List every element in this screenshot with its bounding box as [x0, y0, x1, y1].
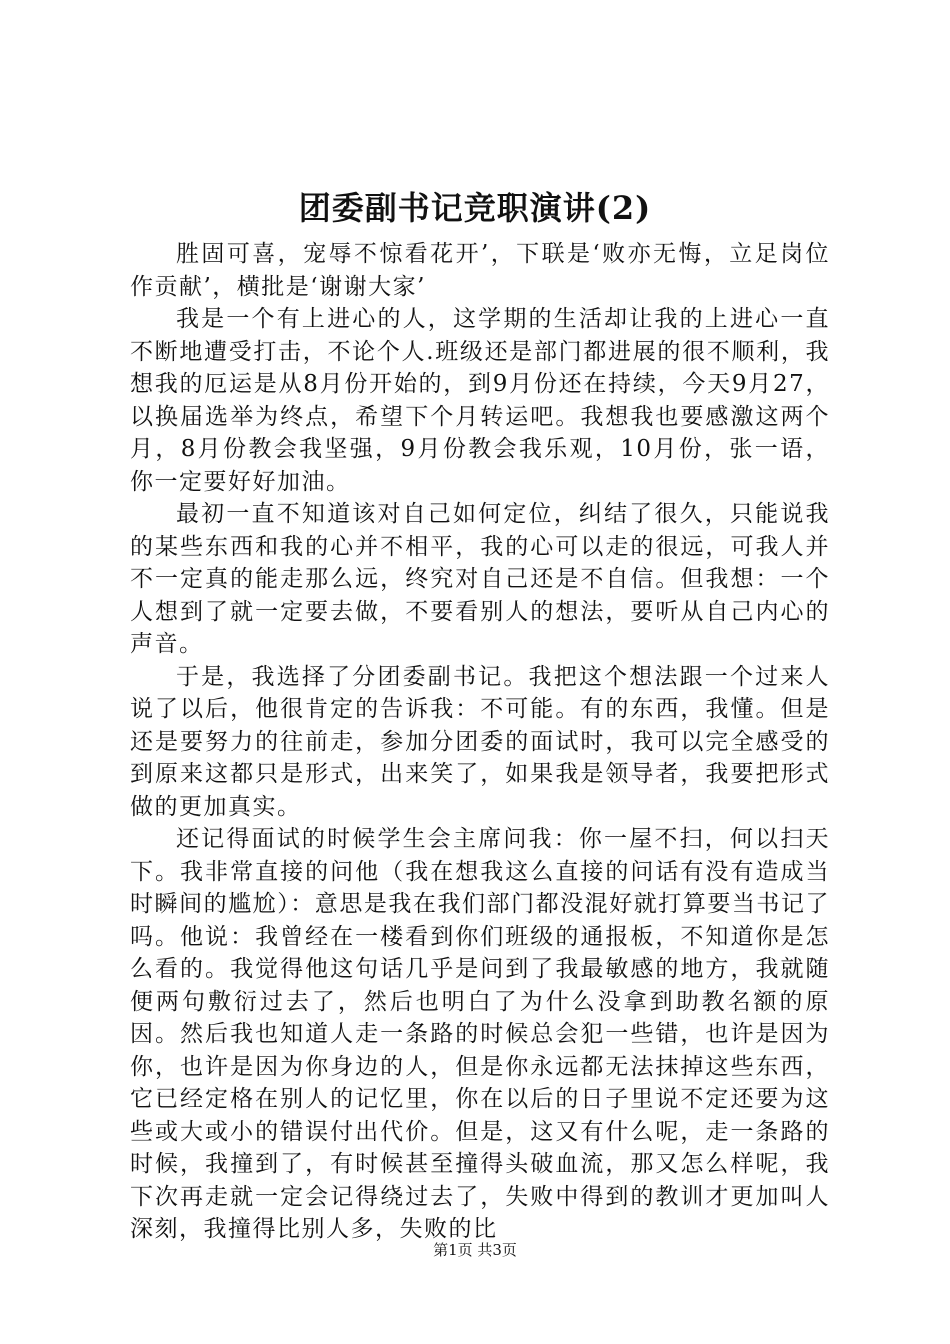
paragraph-4: 于是，我选择了分团委副书记。我把这个想法跟一个过来人说了以后，他很肯定的告诉我：不可能。有的东西，我懂。但是还是要努力的往前走，参加分团委的面试时，我可以完全感受的到原来这都只是形式，出来笑了，如果我是领导者，我要把形式做的更加真实。 [130, 663, 830, 820]
document-body [130, 238, 830, 1246]
paragraph-5: 还记得面试的时候学生会主席问我：你一屋不扫，何以扫天下。我非常直接的问他（我在想我这么直接的问话有没有造成当时瞬间的尴尬）：意思是我在我们部门都没混好就打算要当书记了吗。他说：我曾经在一楼看到你们班级的通报板，不知道你是怎么看的。我觉得他这句话几乎是问到了我最敏感的地方，我就随便两句敷衍过去了，然后也明白了为什么没拿到助教名额的原因。然后我也知道人走一条路的时候总会犯一些错，也许是因为你，也许是因为你身边的人，但是你永远都无法抹掉这些东西，它已经定格在别人的记忆里，你在以后的日子里说不定还要为这些或大或小的错误付出代价。但是，这又有什么呢，走一条路的时候，我撞到了，有时候甚至撞得头破血流，那又怎么样呢，我下次再走就一定会记得绕过去了，失败中得到的教训才更加叫人深刻，我撞得比别人多，失败的比 [130, 826, 830, 1242]
paragraph-2: 我是一个有上进心的人，这学期的生活却让我的上进心一直不断地遭受打击，不论个人.班级还是部门都进展的很不顺利，我想我的厄运是从8月份开始的，到9月份还在持续，今天9月27，以换届选举为终点，希望下个月转运吧。我想我也要感激这两个月，8月份教会我坚强，9月份教会我乐观，10月份，张一语，你一定要好好加油。 [130, 306, 830, 495]
document-title: 团委副书记竞职演讲(2) [298, 189, 652, 227]
paragraph-1: 胜固可喜，宠辱不惊看花开’，下联是‘败亦无悔，立足岗位作贡献’，横批是‘谢谢大家’ [130, 241, 830, 300]
paragraph-3: 最初一直不知道该对自己如何定位，纠结了很久，只能说我的某些东西和我的心并不相平，我的心可以走的很远，可我人并不一定真的能走那么远，终究对自己还是不自信。但我想：一个人想到了就一定要去做，不要看别人的想法，要听从自己内心的声音。 [130, 501, 830, 657]
page-number-footer: 第1页 共3页 [433, 1241, 517, 1259]
